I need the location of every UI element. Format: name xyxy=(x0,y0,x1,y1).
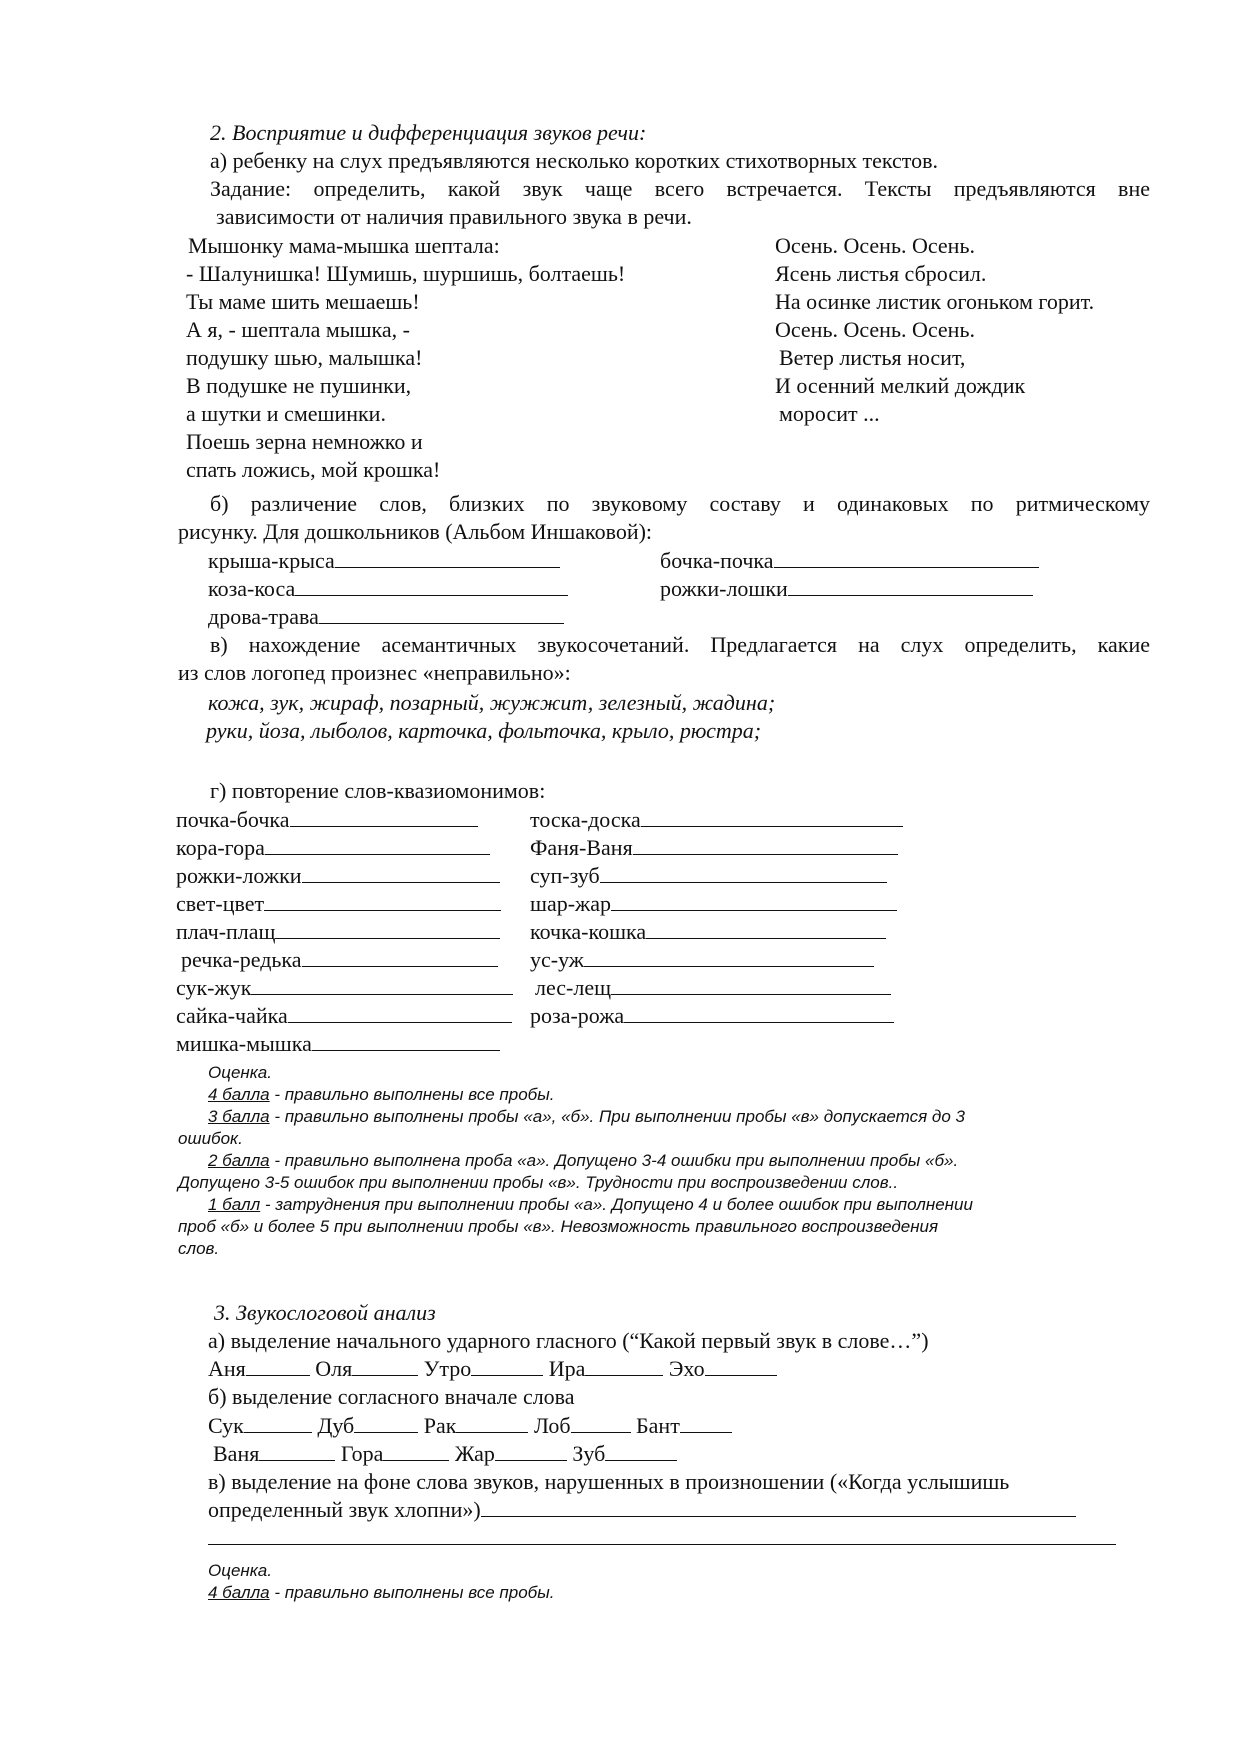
assessment-score-4 xyxy=(208,1084,554,1106)
b-pair-row xyxy=(208,604,564,630)
answer-blank[interactable] xyxy=(259,1442,335,1461)
score-label: 2 балла xyxy=(208,1151,270,1170)
word-pair: Фаня-Ваня xyxy=(530,835,633,860)
answer-blank[interactable] xyxy=(646,920,886,939)
word-pair: речка-редька xyxy=(181,947,302,972)
answer-blank[interactable] xyxy=(624,1004,894,1023)
section2-v-line2: из слов логопед произнес «неправильно»: xyxy=(178,660,571,685)
word: Рак xyxy=(423,1413,457,1438)
score-text: - правильно выполнена проба «а». Допущено 3-4 ошибки при выполнении пробы «б». xyxy=(269,1151,959,1170)
assessment-score-4 xyxy=(208,1582,554,1604)
section2-task-line1: Задание: определить, какой звук чаще всего встречается. Тексты предъявляются вне xyxy=(210,176,1150,201)
word: Дуб xyxy=(317,1413,355,1438)
word-pair: свет-цвет xyxy=(176,891,265,916)
score-text-cont: ошибок. xyxy=(178,1129,243,1148)
poem-right-line: моросит ... xyxy=(779,401,880,426)
section2-task-line2: зависимости от наличия правильного звука в речи. xyxy=(216,204,692,229)
section3-b-words-row2 xyxy=(213,1441,677,1467)
section3-a-line: а) выделение начального ударного гласного (“Какой первый звук в слове…”) xyxy=(208,1328,929,1353)
score-text: - правильно выполнены все пробы. xyxy=(269,1583,555,1602)
section2-g-heading: г) повторение слов-квазиомонимов: xyxy=(210,778,546,803)
word-pair: лес-лещ xyxy=(535,975,612,1000)
poem-right-line: И осенний мелкий дождик xyxy=(775,373,1026,398)
word-pair: ус-уж xyxy=(530,947,585,972)
answer-blank[interactable] xyxy=(264,892,501,911)
word-pair: почка-бочка xyxy=(176,807,290,832)
section3-heading: 3. Звукослоговой анализ xyxy=(214,1300,436,1325)
assessment-score-1 xyxy=(208,1194,973,1216)
word: Оля xyxy=(315,1356,353,1381)
v-word-list: кожа, зук, жираф, позарный, жужжит, зелезный, жадина; xyxy=(208,690,776,715)
word: Зуб xyxy=(572,1441,606,1466)
word-pair: плач-плащ xyxy=(176,919,276,944)
answer-blank[interactable] xyxy=(611,892,897,911)
answer-blank[interactable] xyxy=(312,1032,500,1051)
word: Жар xyxy=(454,1441,495,1466)
word-pair: сайка-чайка xyxy=(176,1003,288,1028)
word: Бант xyxy=(636,1413,680,1438)
answer-blank[interactable] xyxy=(774,549,1039,568)
answer-blank[interactable] xyxy=(605,1442,677,1461)
word-pair: кочка-кошка xyxy=(530,919,647,944)
section3-b-words-row1 xyxy=(208,1413,732,1439)
answer-blank[interactable] xyxy=(288,1004,512,1023)
answer-blank[interactable] xyxy=(244,1414,312,1433)
b-pair-row xyxy=(660,576,1033,602)
score-label: 4 балла xyxy=(208,1085,270,1104)
word-pair: роза-рожа xyxy=(530,1003,625,1028)
answer-blank[interactable] xyxy=(680,1414,732,1433)
word: Лоб xyxy=(533,1413,571,1438)
b-pair-row xyxy=(208,576,568,602)
poem-left-line: а шутки и смешинки. xyxy=(186,401,386,426)
answer-blank[interactable] xyxy=(471,1357,543,1376)
answer-blank[interactable] xyxy=(481,1498,1076,1517)
word: Ира xyxy=(548,1356,586,1381)
answer-blank[interactable] xyxy=(275,920,500,939)
word-pair: крыша-крыса xyxy=(208,548,335,573)
word-pair: суп-зуб xyxy=(530,863,600,888)
word-pair: дрова-трава xyxy=(208,604,319,629)
score-label: 1 балл xyxy=(208,1195,261,1214)
score-text: - затруднения при выполнении пробы «а». Допущено 4 и более ошибок при выполнении xyxy=(260,1195,973,1214)
word-pair: шар-жар xyxy=(530,891,611,916)
answer-blank[interactable] xyxy=(633,836,898,855)
answer-blank[interactable] xyxy=(495,1442,567,1461)
poem-left-line: Ты маме шить мешаешь! xyxy=(186,289,420,314)
answer-blank[interactable] xyxy=(383,1442,449,1461)
answer-blank[interactable] xyxy=(295,577,568,596)
answer-blank[interactable] xyxy=(571,1414,631,1433)
answer-blank[interactable] xyxy=(208,1526,1116,1545)
score-label: 4 балла xyxy=(208,1583,270,1602)
poem-left-line: Поешь зерна немножко и xyxy=(186,429,423,454)
answer-blank[interactable] xyxy=(265,836,490,855)
answer-blank[interactable] xyxy=(290,808,478,827)
score-text: - правильно выполнены все пробы. xyxy=(269,1085,555,1104)
answer-blank[interactable] xyxy=(585,1357,663,1376)
poem-right-line: Осень. Осень. Осень. xyxy=(775,233,975,258)
section2-v-line1: в) нахождение асемантичных звукосочетаний. Предлагается на слух определить, какие xyxy=(210,632,1150,657)
answer-blank[interactable] xyxy=(246,1357,310,1376)
answer-blank[interactable] xyxy=(788,577,1033,596)
poem-left-line: Мышонку мама-мышка шептала: xyxy=(188,233,500,258)
section3-v-line2-row xyxy=(208,1497,1076,1523)
poem-right-line: Ветер листья носит, xyxy=(779,345,966,370)
section2-heading: 2. Восприятие и дифференциация звуков речи: xyxy=(210,120,647,145)
section3-v-line1: в) выделение на фоне слова звуков, нарушенных в произношении («Когда услышишь xyxy=(208,1469,1010,1494)
assessment-score-3 xyxy=(208,1106,965,1128)
answer-blank[interactable] xyxy=(352,1357,418,1376)
answer-blank[interactable] xyxy=(600,864,887,883)
assessment-title: Оценка. xyxy=(208,1561,272,1580)
answer-blank[interactable] xyxy=(302,948,498,967)
word-pair: сук-жук xyxy=(176,975,252,1000)
answer-blank[interactable] xyxy=(335,549,560,568)
word-pair: коза-коса xyxy=(208,576,296,601)
b-pair-row xyxy=(660,548,1039,574)
answer-blank[interactable] xyxy=(319,605,564,624)
assessment-score-2 xyxy=(208,1150,958,1172)
section2-b-line1: б) различение слов, близких по звуковому составу и одинаковых по ритмическому xyxy=(210,491,1150,516)
answer-blank[interactable] xyxy=(611,976,891,995)
word: Эхо xyxy=(668,1356,705,1381)
poem-left-line: подушку шью, малышка! xyxy=(186,345,423,370)
score-text-cont: Допущено 3-5 ошибок при выполнении пробы «в». Трудности при воспроизведении слов.. xyxy=(178,1173,899,1192)
word: Гора xyxy=(340,1441,384,1466)
poem-right-line: Осень. Осень. Осень. xyxy=(775,317,975,342)
word: Утро xyxy=(423,1356,472,1381)
word: Ваня xyxy=(213,1441,260,1466)
v-word-list: руки, йоза, лыболов, карточка, фольточка, крыло, рюстра; xyxy=(206,718,762,743)
section2-a-intro: а) ребенку на слух предъявляются несколько коротких стихотворных текстов. xyxy=(210,148,938,173)
score-text-cont: слов. xyxy=(178,1239,220,1258)
poem-right-line: На осинке листик огоньком горит. xyxy=(775,289,1095,314)
section3-v-line3-row xyxy=(208,1525,1116,1551)
word: Аня xyxy=(208,1356,246,1381)
word-pair: рожки-лошки xyxy=(660,576,788,601)
section2-b-line2: рисунку. Для дошкольников (Альбом Иншаковой): xyxy=(178,519,653,544)
answer-blank[interactable] xyxy=(584,948,874,967)
b-pair-row xyxy=(208,548,560,574)
poem-right-line: Ясень листья сбросил. xyxy=(775,261,987,286)
answer-blank[interactable] xyxy=(251,976,513,995)
poem-left-line: - Шалунишка! Шумишь, шуршишь, болтаешь! xyxy=(186,261,626,286)
answer-blank[interactable] xyxy=(302,864,500,883)
word-pair: мишка-мышка xyxy=(176,1031,312,1056)
word-pair: бочка-почка xyxy=(660,548,774,573)
poem-left-line: спать ложись, мой крошка! xyxy=(186,457,441,482)
word: Сук xyxy=(208,1413,244,1438)
section3-v-line2: определенный звук хлопни») xyxy=(208,1497,481,1522)
poem-left-line: А я, - шептала мышка, - xyxy=(186,317,410,342)
section3-a-words xyxy=(208,1356,777,1382)
answer-blank[interactable] xyxy=(456,1414,528,1433)
score-text-cont: проб «б» и более 5 при выполнении пробы «в». Невозможность правильного воспроизведения xyxy=(178,1217,939,1236)
word-pair: рожки-ложки xyxy=(176,863,302,888)
score-label: 3 балла xyxy=(208,1107,270,1126)
word-pair: тоска-доска xyxy=(530,807,641,832)
answer-blank[interactable] xyxy=(705,1357,777,1376)
assessment-title: Оценка. xyxy=(208,1063,272,1082)
section3-b-line: б) выделение согласного вначале слова xyxy=(208,1384,575,1409)
poem-left-line: В подушке не пушинки, xyxy=(186,373,412,398)
answer-blank[interactable] xyxy=(354,1414,418,1433)
score-text: - правильно выполнены пробы «а», «б». При выполнении пробы «в» допускается до 3 xyxy=(269,1107,965,1126)
word-pair: кора-гора xyxy=(176,835,265,860)
answer-blank[interactable] xyxy=(641,808,903,827)
